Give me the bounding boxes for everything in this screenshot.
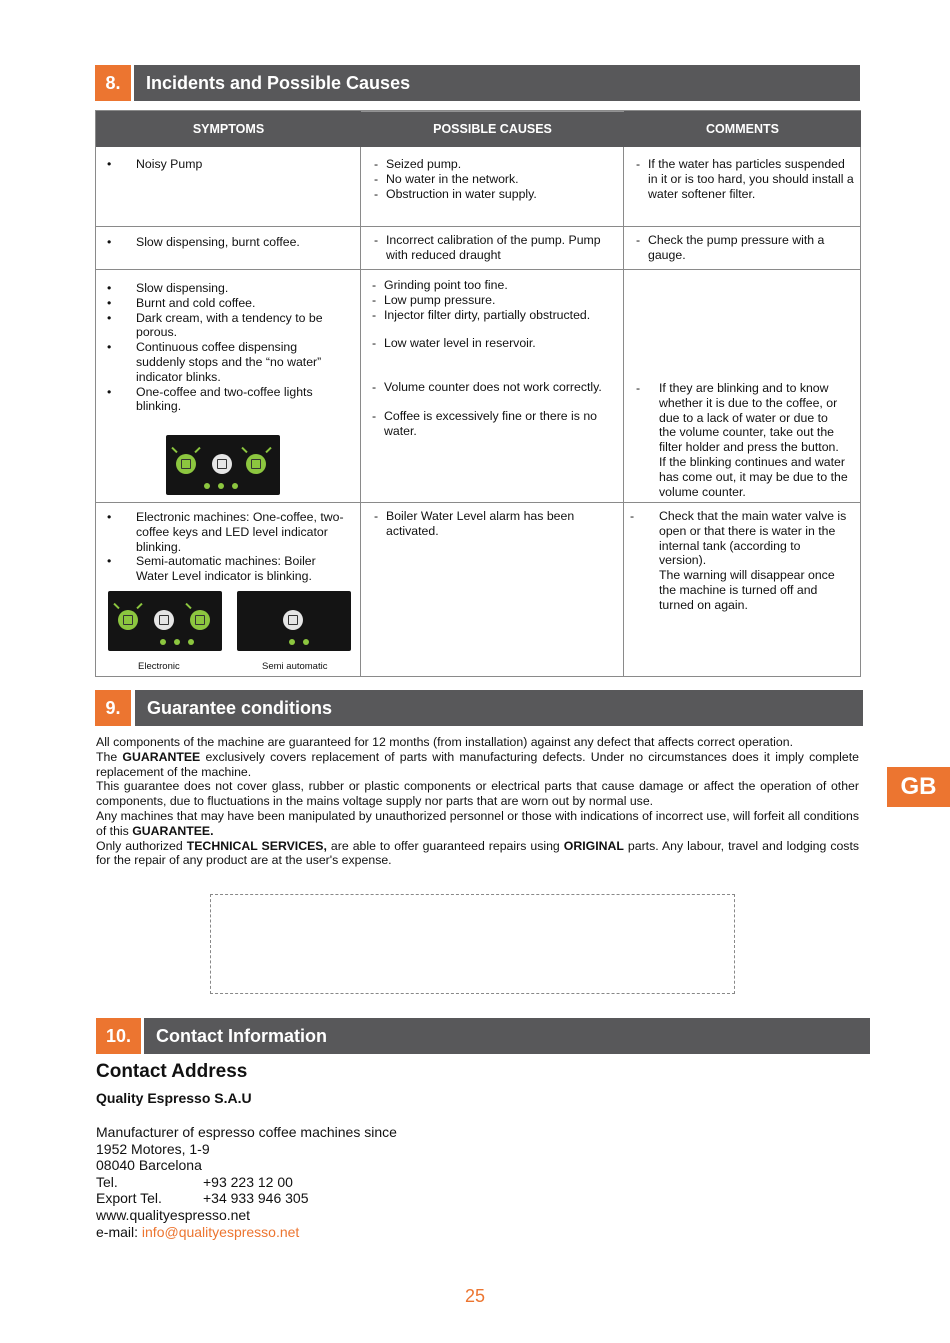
contact-line: 1952 Motores, 1-9 [96, 1140, 210, 1157]
image-caption: Electronic [138, 661, 180, 672]
electronic-panel-image [108, 591, 222, 651]
incidents-table [95, 110, 861, 677]
causes-cell [374, 233, 614, 263]
symptom-item: • Noisy Pump [96, 157, 358, 172]
guarantee-paragraph: Only authorized TECHNICAL SERVICES, are able to offer guaranteed repairs using ORIGINAL parts. Any labour, travel and lodging costs for the repair of any product are at the user's expense. [96, 838, 860, 868]
section-8-header [95, 65, 860, 101]
coffee-cup-icon [283, 610, 303, 630]
blank-stamp-box [210, 894, 735, 994]
coffee-cup-icon [154, 610, 174, 630]
guarantee-paragraph: All components of the machine are guaranteed for 12 months (from installation) against any defect that affects correct operation. [96, 735, 793, 749]
blink-ray [171, 447, 177, 453]
symptom-item: • Electronic machines: One-coffee, two-coffee keys and LED level indicator blinking. [96, 510, 346, 554]
comment-item: - If they are blinking and to know whether it is due to the coffee, or due to a lack of water or due to the volume counter, take out the filter holder and press the button. If the blinking continues and water has come out, it may be due to the volume counter. [636, 381, 848, 499]
column-header-causes: POSSIBLE CAUSES [361, 111, 624, 147]
symptom-item: • Slow dispensing. [96, 281, 346, 296]
export-phone-line: Export Tel. +34 933 946 305 [96, 1190, 309, 1207]
website[interactable]: www.qualityespresso.net [96, 1206, 251, 1223]
symptom-item: • One-coffee and two-coffee lights blinking. [96, 385, 346, 415]
row-divider [96, 226, 860, 227]
guarantee-paragraph: The GUARANTEE exclusively covers replacement of parts with manufacturing defects. Under no circumstances does it imply complete replacement of the machine. [96, 749, 859, 779]
two-coffee-icon [190, 610, 210, 630]
causes-cell [374, 157, 614, 201]
causes-cell [374, 509, 614, 539]
cause-item: - No water in the network. [374, 172, 614, 187]
row-divider [96, 502, 860, 503]
led-dot [289, 639, 295, 645]
guarantee-paragraph: Any machines that may have been manipulated by unauthorized personnel or those with indications of incorrect use, will forfeit all conditions of this GUARANTEE. [96, 808, 859, 838]
page-number: 25 [464, 1286, 486, 1306]
led-dot [188, 639, 194, 645]
section-title: Guarantee conditions [135, 690, 863, 726]
comment-item: The warning will disappear once the machine is turned off and turned on again. [659, 568, 835, 612]
section-number: 8. [95, 65, 131, 101]
coffee-cup-icon [212, 454, 232, 474]
symptom-item: • Semi-automatic machines: Boiler Water Level indicator is blinking. [96, 554, 346, 584]
blink-ray [241, 447, 247, 453]
symptom-item: • Continuous coffee dispensing suddenly stops and the “no water” indicator blinks. [96, 340, 346, 384]
led-dot [218, 483, 224, 489]
one-coffee-icon [176, 454, 196, 474]
led-dot [174, 639, 180, 645]
led-dot [303, 639, 309, 645]
one-coffee-icon [118, 610, 138, 630]
email-line: e-mail: info@qualityespresso.net [96, 1223, 300, 1240]
cause-item: - Incorrect calibration of the pump. Pump with reduced draught [374, 233, 614, 263]
comments-cell [636, 381, 848, 499]
symptom-item: • Dark cream, with a tendency to be porous. [96, 311, 346, 341]
causes-cell [372, 278, 617, 439]
cause-item: - Seized pump. [374, 157, 614, 172]
guarantee-text [96, 735, 859, 868]
cause-item: - Low pump pressure. [372, 293, 617, 308]
symptom-item: • Slow dispensing, burnt coffee. [96, 235, 358, 250]
section-10-header [96, 1018, 870, 1054]
blink-ray [194, 447, 200, 453]
symptom-item: • Burnt and cold coffee. [96, 296, 346, 311]
blink-ray [113, 603, 119, 609]
contact-line: Manufacturer of espresso coffee machines since [96, 1124, 397, 1140]
comments-cell [636, 157, 854, 201]
section-title: Incidents and Possible Causes [134, 65, 860, 101]
company-name: Quality Espresso S.A.U [96, 1090, 252, 1106]
led-dot [160, 639, 166, 645]
email-link[interactable]: info@qualityespresso.net [141, 1223, 300, 1240]
blink-ray [136, 603, 142, 609]
table-row [96, 235, 358, 250]
row-divider [96, 269, 860, 270]
contact-heading: Contact Address [96, 1061, 248, 1082]
table-row [96, 510, 346, 584]
comment-item: - Check the pump pressure with a gauge. [636, 233, 854, 263]
control-panel-image [166, 435, 280, 495]
comments-cell [630, 509, 850, 613]
section-number: 10. [96, 1018, 141, 1054]
comments-cell [636, 233, 854, 263]
language-tab: GB [887, 767, 950, 807]
contact-details [96, 1124, 397, 1240]
comment-item: - If the water has particles suspended in it or is too hard, you should install a water softener filter. [636, 157, 854, 201]
column-header-symptoms: SYMPTOMS [96, 111, 361, 147]
comment-item: - Check that the main water valve is open or that there is water in the internal tank (according to version). [630, 509, 850, 568]
table-row [96, 157, 358, 172]
semi-automatic-panel-image [237, 591, 351, 651]
section-9-header [95, 690, 863, 726]
guarantee-paragraph: This guarantee does not cover glass, rubber or plastic components or electrical parts that cause damage or affect the operation of other components, due to fluctuations in the mains voltage supply nor parts that are worn out by normal use. [96, 779, 859, 809]
contact-line: 08040 Barcelona [96, 1157, 202, 1174]
table-row [96, 281, 346, 414]
cause-item: - Volume counter does not work correctly. [372, 380, 617, 395]
blink-ray [185, 603, 191, 609]
blink-ray [265, 447, 271, 453]
cause-item: - Coffee is excessively fine or there is no water. [372, 409, 617, 439]
cause-item: - Low water level in reservoir. [372, 336, 617, 351]
cause-item: - Injector filter dirty, partially obstructed. [372, 308, 617, 323]
two-coffee-icon [246, 454, 266, 474]
cause-item: - Obstruction in water supply. [374, 187, 614, 202]
led-dot [232, 483, 238, 489]
image-caption: Semi automatic [262, 661, 328, 672]
phone-line: Tel. +93 223 12 00 [96, 1173, 293, 1190]
cause-item: - Grinding point too fine. [372, 278, 617, 293]
section-number: 9. [95, 690, 131, 726]
section-title: Contact Information [144, 1018, 870, 1054]
cause-item: - Boiler Water Level alarm has been activated. [374, 509, 614, 539]
led-dot [204, 483, 210, 489]
column-header-comments: COMMENTS [624, 111, 861, 147]
